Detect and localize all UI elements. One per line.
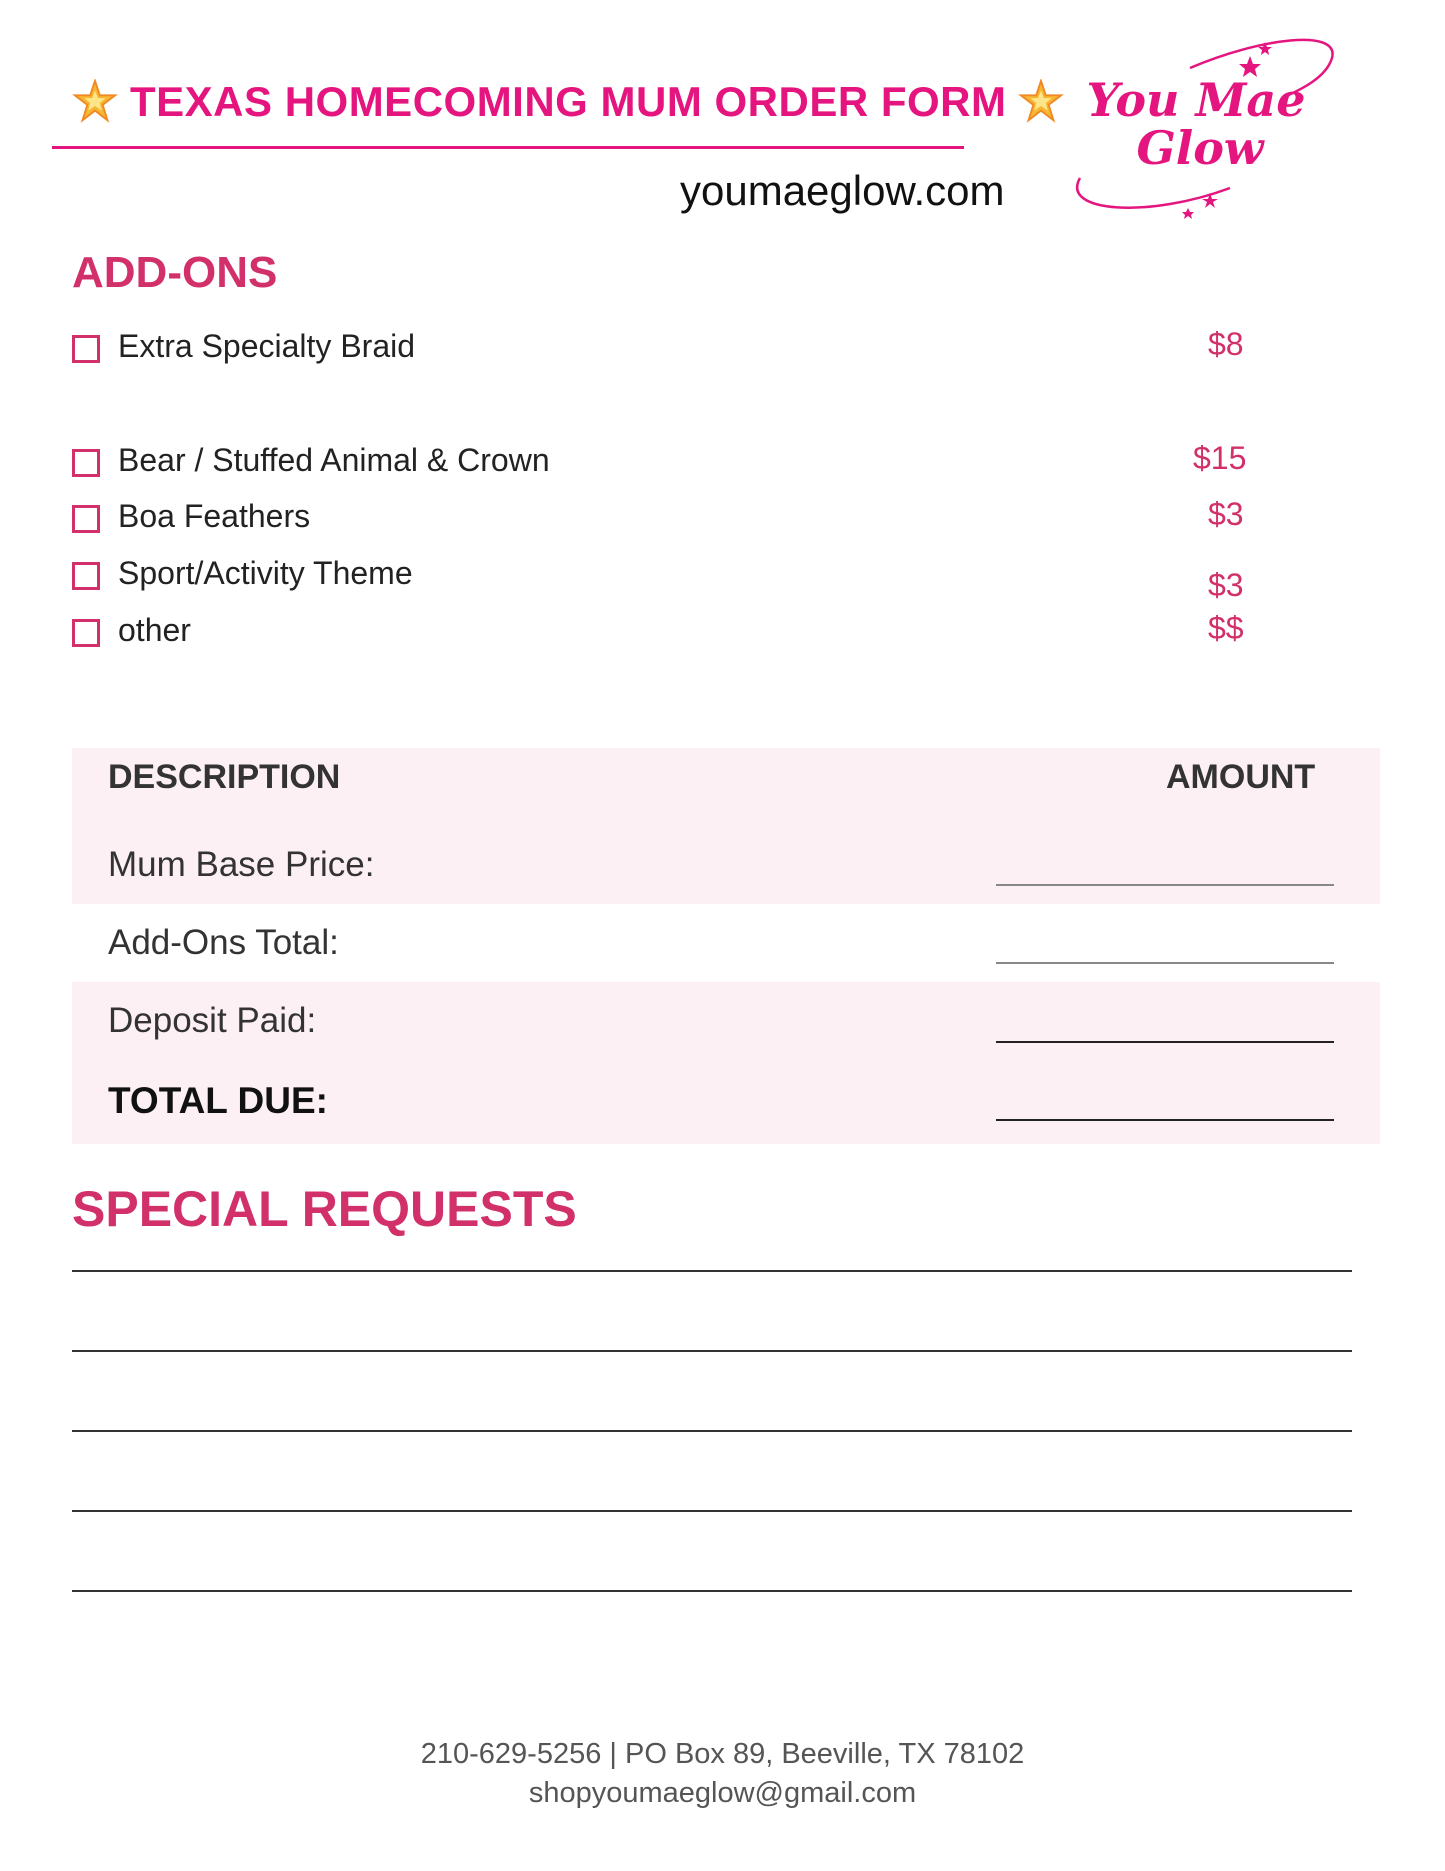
special-request-line[interactable]	[72, 1350, 1352, 1352]
deposit-paid-field[interactable]	[996, 1041, 1334, 1043]
special-request-line[interactable]	[72, 1430, 1352, 1432]
description-header: DESCRIPTION	[108, 758, 341, 796]
special-request-line[interactable]	[72, 1510, 1352, 1512]
addon-label: Sport/Activity Theme	[118, 555, 413, 591]
form-title	[60, 72, 1076, 132]
addon-row-sport-theme	[72, 553, 1252, 603]
addon-price: $8	[1208, 326, 1244, 362]
addon-checkbox[interactable]	[72, 449, 100, 477]
footer-contact: 210-629-5256 | PO Box 89, Beeville, TX 78102	[420, 1738, 1025, 1770]
addon-price: $15	[1193, 440, 1247, 476]
addons-total-label: Add-Ons Total:	[108, 923, 339, 962]
brand-logo	[1060, 28, 1350, 224]
addon-row-other	[72, 610, 1252, 656]
special-requests-title: SPECIAL REQUESTS	[72, 1181, 577, 1237]
addon-label: Bear / Stuffed Animal & Crown	[118, 442, 550, 478]
total-due-field[interactable]	[996, 1119, 1334, 1121]
svg-text:You Mae: You Mae	[1086, 73, 1306, 127]
special-request-line[interactable]	[72, 1590, 1352, 1592]
addon-checkbox[interactable]	[72, 562, 100, 590]
addon-label: Extra Specialty Braid	[118, 328, 416, 364]
addon-label: Boa Feathers	[118, 498, 311, 534]
addon-price: $$	[1208, 610, 1244, 646]
mum-base-price-field[interactable]	[996, 884, 1334, 886]
addon-price: $3	[1208, 567, 1244, 603]
addon-checkbox[interactable]	[72, 335, 100, 363]
addon-label: other	[118, 612, 191, 648]
addons-total-field[interactable]	[996, 962, 1334, 964]
website-url: youmaeglow.com	[680, 167, 1005, 214]
special-request-line[interactable]	[72, 1270, 1352, 1272]
amount-header: AMOUNT	[1166, 758, 1316, 796]
svg-text:Glow: Glow	[1136, 121, 1264, 175]
form-title-text: TEXAS HOMECOMING MUM ORDER FORM	[130, 78, 1007, 125]
mum-base-price-label: Mum Base Price:	[108, 845, 375, 884]
total-due-label: TOTAL DUE:	[108, 1080, 328, 1121]
glowing-star-icon	[72, 79, 118, 125]
deposit-paid-label: Deposit Paid:	[108, 1001, 317, 1040]
addon-checkbox[interactable]	[72, 505, 100, 533]
addons-title: ADD-ONS	[72, 248, 278, 297]
glowing-star-icon	[1018, 79, 1064, 125]
addon-checkbox[interactable]	[72, 619, 100, 647]
header-divider	[52, 146, 964, 149]
addon-price: $3	[1208, 496, 1244, 532]
addon-row-bear-crown	[72, 440, 1252, 486]
addon-row-boa-feathers	[72, 496, 1252, 542]
footer-email: shopyoumaeglow@gmail.com	[528, 1777, 917, 1809]
addon-row-extra-braid	[72, 326, 1252, 372]
